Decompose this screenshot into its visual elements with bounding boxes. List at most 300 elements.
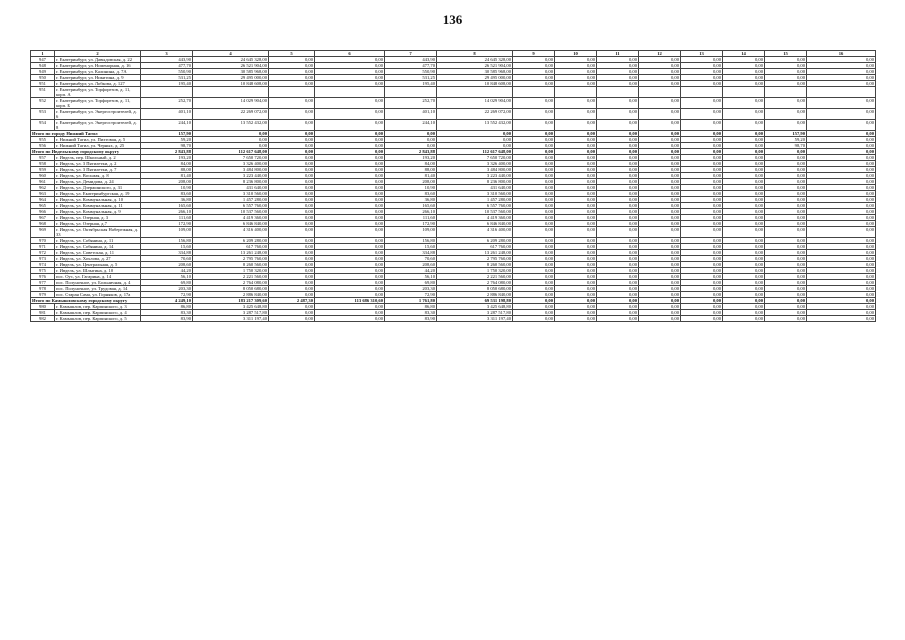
table-cell: 203,30 bbox=[385, 286, 437, 292]
table-cell: 0,00 bbox=[555, 209, 597, 215]
table-cell: 0,00 bbox=[807, 304, 876, 310]
table-cell: 0,00 bbox=[513, 173, 555, 179]
table-cell: 0,00 bbox=[315, 149, 385, 155]
table-cell: 0,00 bbox=[555, 256, 597, 262]
table-cell: 0,00 bbox=[639, 109, 681, 120]
table-cell: 10 848 608,00 bbox=[193, 81, 269, 87]
table-cell: 0,00 bbox=[639, 98, 681, 109]
table-cell: 4 419 360,00 bbox=[193, 215, 269, 221]
table-cell: 172,90 bbox=[141, 221, 193, 227]
table-cell: 0,00 bbox=[765, 268, 807, 274]
row-number: 947 bbox=[31, 57, 55, 63]
table-cell: 0,00 bbox=[639, 161, 681, 167]
table-cell: 0,00 bbox=[555, 137, 597, 143]
table-cell: 0,00 bbox=[555, 316, 597, 322]
table-cell bbox=[639, 87, 681, 98]
table-cell: 0,00 bbox=[639, 227, 681, 238]
table-cell: 44,20 bbox=[141, 268, 193, 274]
table-cell: 0,00 bbox=[555, 69, 597, 75]
table-cell: 0,00 bbox=[723, 238, 765, 244]
table-cell: 0,00 bbox=[765, 75, 807, 81]
table-cell: 0,00 bbox=[723, 69, 765, 75]
address-cell: г. Ивдель, ул. Демидова, д. 24 bbox=[55, 179, 141, 185]
table-cell: 0,00 bbox=[807, 256, 876, 262]
table-cell: 0,00 bbox=[597, 75, 639, 81]
table-cell: 0,00 bbox=[269, 167, 315, 173]
table-cell: 431 640,00 bbox=[193, 185, 269, 191]
table-cell: 0,00 bbox=[193, 143, 269, 149]
table-cell: 1 761,80 bbox=[385, 298, 437, 304]
table-cell: 0,00 bbox=[315, 75, 385, 81]
table-cell: 0,00 bbox=[639, 167, 681, 173]
table-cell: 3 326 400,00 bbox=[193, 161, 269, 167]
table-cell: 0,00 bbox=[269, 143, 315, 149]
table-cell: 0,00 bbox=[681, 161, 723, 167]
table-cell: 13 261 248,00 bbox=[193, 250, 269, 256]
table-cell: 2 843,88 bbox=[385, 149, 437, 155]
table-cell: 111,60 bbox=[141, 215, 193, 221]
column-number: 16 bbox=[807, 51, 876, 57]
table-cell: 0,00 bbox=[597, 268, 639, 274]
row-number: 956 bbox=[31, 143, 55, 149]
address-cell: г. Камышлов, пер. Карпинского, д. 5 bbox=[55, 316, 141, 322]
table-cell: 0,00 bbox=[597, 280, 639, 286]
table-cell: 0,00 bbox=[807, 197, 876, 203]
table-cell: 0,00 bbox=[681, 197, 723, 203]
table-cell: 617 760,00 bbox=[437, 244, 513, 250]
table-cell: 83,30 bbox=[141, 310, 193, 316]
table-cell: 0,00 bbox=[807, 173, 876, 179]
address-cell: г. Ивдель, ул. Шлыгина, д. 10 bbox=[55, 268, 141, 274]
subtotal-label: Итого по Ивдельскому городскому округу bbox=[31, 149, 141, 155]
table-cell: 0,00 bbox=[597, 149, 639, 155]
table-cell: 0,00 bbox=[513, 137, 555, 143]
table-cell: 2 795 760,00 bbox=[437, 256, 513, 262]
table-cell: 0,00 bbox=[723, 298, 765, 304]
table-cell: 0,00 bbox=[765, 215, 807, 221]
address-cell: г. Ивдель, ул. Коммунальная, д. 10 bbox=[55, 197, 141, 203]
table-cell: 0,00 bbox=[807, 316, 876, 322]
table-cell: 8 260 560,00 bbox=[193, 262, 269, 268]
table-cell: 0,00 bbox=[807, 179, 876, 185]
table-cell: 0,00 bbox=[597, 131, 639, 137]
row-number: 962 bbox=[31, 185, 55, 191]
table-cell: 0,00 bbox=[513, 227, 555, 238]
table-cell: 0,00 bbox=[315, 167, 385, 173]
table-cell: 84,00 bbox=[385, 161, 437, 167]
table-cell: 0,00 bbox=[765, 173, 807, 179]
table-cell: 0,00 bbox=[681, 131, 723, 137]
table-cell: 0,00 bbox=[765, 185, 807, 191]
table-cell: 0,00 bbox=[639, 316, 681, 322]
column-number: 10 bbox=[555, 51, 597, 57]
table-cell: 0,00 bbox=[385, 137, 437, 143]
address-cell: г. Ивдель, ул. Озерная, д.7 bbox=[55, 221, 141, 227]
table-cell: 0,00 bbox=[269, 221, 315, 227]
table-cell: 0,00 bbox=[597, 57, 639, 63]
table-cell: 0,00 bbox=[639, 215, 681, 221]
table-cell: 0,00 bbox=[681, 143, 723, 149]
table-cell: 0,00 bbox=[639, 185, 681, 191]
table-cell: 1 457 280,00 bbox=[437, 197, 513, 203]
row-number: 950 bbox=[31, 75, 55, 81]
table-cell: 0,00 bbox=[513, 215, 555, 221]
table-cell: 0,00 bbox=[597, 197, 639, 203]
table-cell: 0,00 bbox=[315, 98, 385, 109]
table-cell: 0,00 bbox=[639, 209, 681, 215]
table-cell: 0,00 bbox=[639, 69, 681, 75]
table-cell: 0,00 bbox=[315, 155, 385, 161]
table-cell: 0,00 bbox=[681, 98, 723, 109]
table-cell: 0,00 bbox=[555, 143, 597, 149]
table-cell: 0,00 bbox=[315, 292, 385, 298]
table-cell: 0,00 bbox=[723, 262, 765, 268]
table-cell: 56,10 bbox=[385, 274, 437, 280]
table-cell: 0,00 bbox=[807, 274, 876, 280]
table-cell: 6 557 760,00 bbox=[437, 203, 513, 209]
table-cell: 2 487,30 bbox=[269, 298, 315, 304]
table-cell: 22 269 072,00 bbox=[437, 109, 513, 120]
table-cell: 0,00 bbox=[807, 57, 876, 63]
row-number: 971 bbox=[31, 244, 55, 250]
table-cell: 0,00 bbox=[681, 215, 723, 221]
row-number: 965 bbox=[31, 203, 55, 209]
table-cell: 13 552 432,00 bbox=[193, 120, 269, 131]
table-cell: 0,00 bbox=[555, 173, 597, 179]
table-cell: 0,00 bbox=[269, 149, 315, 155]
table-cell: 0,00 bbox=[639, 120, 681, 131]
table-cell: 0,00 bbox=[555, 227, 597, 238]
table-cell: 0,00 bbox=[807, 280, 876, 286]
table-cell: 0,00 bbox=[513, 316, 555, 322]
table-cell: 0,00 bbox=[681, 256, 723, 262]
table-cell: 0,00 bbox=[269, 155, 315, 161]
table-cell: 0,00 bbox=[639, 238, 681, 244]
table-cell: 6 846 840,00 bbox=[193, 221, 269, 227]
table-cell: 0,00 bbox=[807, 137, 876, 143]
table-cell: 0,00 bbox=[765, 120, 807, 131]
table-cell: 334,88 bbox=[141, 250, 193, 256]
table-cell: 0,00 bbox=[269, 262, 315, 268]
table-cell: 0,00 bbox=[639, 75, 681, 81]
table-cell: 0,00 bbox=[315, 238, 385, 244]
table-cell: 0,00 bbox=[315, 179, 385, 185]
table-cell: 0,00 bbox=[269, 274, 315, 280]
row-number: 972 bbox=[31, 250, 55, 256]
table-cell: 0,00 bbox=[681, 262, 723, 268]
table-cell: 0,00 bbox=[597, 109, 639, 120]
table-cell: 24 645 328,00 bbox=[193, 57, 269, 63]
row-number: 981 bbox=[31, 310, 55, 316]
table-cell: 0,00 bbox=[269, 98, 315, 109]
table-cell: 0,00 bbox=[597, 98, 639, 109]
address-cell: г. Ивдель, пер. Школьный, д. 2 bbox=[55, 155, 141, 161]
table-cell: 0,00 bbox=[513, 197, 555, 203]
table-cell: 10 537 560,00 bbox=[437, 209, 513, 215]
table-cell: 0,00 bbox=[555, 63, 597, 69]
table-cell: 0,00 bbox=[513, 57, 555, 63]
table-cell: 0,00 bbox=[597, 238, 639, 244]
table-cell: 0,00 bbox=[723, 227, 765, 238]
column-number: 11 bbox=[597, 51, 639, 57]
table-cell: 0,00 bbox=[597, 191, 639, 197]
table-cell: 112 617 648,00 bbox=[193, 149, 269, 155]
table-cell: 0,00 bbox=[555, 167, 597, 173]
table-cell: 0,00 bbox=[597, 304, 639, 310]
table-cell: 0,00 bbox=[269, 191, 315, 197]
table-cell: 81,40 bbox=[385, 173, 437, 179]
table-cell: 0,00 bbox=[555, 274, 597, 280]
table-cell: 0,00 bbox=[639, 179, 681, 185]
table-cell: 98,70 bbox=[141, 143, 193, 149]
table-cell: 0,00 bbox=[269, 57, 315, 63]
table-cell: 0,00 bbox=[723, 250, 765, 256]
table-cell: 0,00 bbox=[723, 197, 765, 203]
table-cell: 0,00 bbox=[681, 238, 723, 244]
table-cell: 0,00 bbox=[555, 179, 597, 185]
table-cell: 0,00 bbox=[597, 274, 639, 280]
table-cell: 15,60 bbox=[141, 244, 193, 250]
table-cell: 0,00 bbox=[723, 203, 765, 209]
table-cell: 0,00 bbox=[639, 131, 681, 137]
table-cell: 0,00 bbox=[639, 244, 681, 250]
table-cell: 0,00 bbox=[681, 316, 723, 322]
table-cell: 0,00 bbox=[807, 215, 876, 221]
table-cell: 0,00 bbox=[597, 221, 639, 227]
table-cell: 0,00 bbox=[513, 161, 555, 167]
table-cell: 0,00 bbox=[555, 131, 597, 137]
table-cell: 0,00 bbox=[639, 221, 681, 227]
table-cell: 0,00 bbox=[765, 161, 807, 167]
table-cell: 8 050 680,00 bbox=[437, 286, 513, 292]
table-cell: 0,00 bbox=[597, 286, 639, 292]
table-cell: 0,00 bbox=[681, 179, 723, 185]
table-cell: 0,00 bbox=[315, 304, 385, 310]
table-cell: 0,00 bbox=[315, 63, 385, 69]
table-cell: 0,00 bbox=[513, 292, 555, 298]
table-cell: 0,00 bbox=[555, 203, 597, 209]
table-cell: 0,00 bbox=[555, 81, 597, 87]
table-cell: 157,90 bbox=[141, 131, 193, 137]
table-cell: 0,00 bbox=[555, 120, 597, 131]
address-cell: г. Ивдель, ул. Коммунальная, д. 11 bbox=[55, 203, 141, 209]
table-cell: 0,00 bbox=[807, 286, 876, 292]
table-cell: 617 760,00 bbox=[193, 244, 269, 250]
table-cell: 0,00 bbox=[681, 120, 723, 131]
table-cell: 0,00 bbox=[681, 292, 723, 298]
row-number: 978 bbox=[31, 286, 55, 292]
table-cell: 3 310 560,00 bbox=[193, 191, 269, 197]
table-cell: 208,60 bbox=[385, 262, 437, 268]
table-cell: 2 764 080,00 bbox=[193, 280, 269, 286]
table-cell: 0,00 bbox=[765, 179, 807, 185]
table-cell: 0,00 bbox=[513, 120, 555, 131]
address-cell: пос. Старая Сама, ул. Горняков, д. 17а bbox=[55, 292, 141, 298]
row-number: 982 bbox=[31, 316, 55, 322]
table-cell: 72,90 bbox=[385, 292, 437, 298]
table-cell: 0,00 bbox=[765, 69, 807, 75]
table-cell: 443,90 bbox=[141, 57, 193, 63]
table-cell bbox=[437, 87, 513, 98]
row-number: 948 bbox=[31, 63, 55, 69]
table-cell: 0,00 bbox=[807, 149, 876, 155]
table-cell: 0,00 bbox=[597, 316, 639, 322]
table-cell: 0,00 bbox=[723, 137, 765, 143]
table-cell: 0,00 bbox=[555, 310, 597, 316]
table-cell: 0,00 bbox=[513, 250, 555, 256]
table-cell: 0,00 bbox=[269, 179, 315, 185]
table-cell: 0,00 bbox=[513, 274, 555, 280]
table-cell: 98,70 bbox=[765, 143, 807, 149]
address-cell: г. Ивдель, ул. Восьмая, д. 8 bbox=[55, 173, 141, 179]
table-cell: 0,00 bbox=[385, 143, 437, 149]
table-cell: 112 617 648,00 bbox=[437, 149, 513, 155]
table-cell: 0,00 bbox=[639, 81, 681, 87]
table-cell: 3 484 800,00 bbox=[193, 167, 269, 173]
row-number: 979 bbox=[31, 292, 55, 298]
address-cell: г. Екатеринбург, ул. Калинина, д. 7А bbox=[55, 69, 141, 75]
table-cell: 0,00 bbox=[597, 298, 639, 304]
table-cell: 0,00 bbox=[269, 286, 315, 292]
table-cell: 0,00 bbox=[315, 203, 385, 209]
table-cell: 0,00 bbox=[513, 238, 555, 244]
table-cell: 0,00 bbox=[555, 298, 597, 304]
table-cell: 0,00 bbox=[555, 109, 597, 120]
table-cell: 0,00 bbox=[513, 209, 555, 215]
table-cell: 0,00 bbox=[723, 131, 765, 137]
table-cell: 0,00 bbox=[723, 215, 765, 221]
table-row bbox=[31, 109, 876, 120]
row-number: 969 bbox=[31, 227, 55, 238]
column-number: 14 bbox=[723, 51, 765, 57]
table-cell bbox=[141, 87, 193, 98]
table-cell: 0,00 bbox=[681, 191, 723, 197]
table-cell: 0,00 bbox=[269, 292, 315, 298]
address-cell: г. Екатеринбург, ул. Торфорезов, д. 11, корп. Б bbox=[55, 98, 141, 109]
table-cell: 0,00 bbox=[269, 81, 315, 87]
table-cell: 4 316 400,00 bbox=[193, 227, 269, 238]
table-cell: 157,90 bbox=[765, 131, 807, 137]
table-cell: 0,00 bbox=[555, 155, 597, 161]
table-cell: 0,00 bbox=[269, 227, 315, 238]
table-cell: 4 249,10 bbox=[141, 298, 193, 304]
table-cell: 0,00 bbox=[315, 81, 385, 87]
address-cell: г. Екатеринбург, ул. Лобкова, д. 127 bbox=[55, 81, 141, 87]
table-cell: 2 221 560,00 bbox=[437, 274, 513, 280]
table-cell: 7 650 720,00 bbox=[193, 155, 269, 161]
table-cell: 0,00 bbox=[513, 81, 555, 87]
table-cell: 0,00 bbox=[269, 304, 315, 310]
table-cell: 13 261 248,00 bbox=[437, 250, 513, 256]
table-cell: 0,00 bbox=[681, 268, 723, 274]
table-cell: 70,60 bbox=[385, 256, 437, 262]
table-cell: 477,70 bbox=[385, 63, 437, 69]
table-cell: 0,00 bbox=[513, 280, 555, 286]
table-cell: 0,00 bbox=[315, 143, 385, 149]
table-cell: 244,10 bbox=[141, 120, 193, 131]
row-number: 959 bbox=[31, 167, 55, 173]
table-cell: 3 326 400,00 bbox=[437, 161, 513, 167]
table-cell: 0,00 bbox=[315, 120, 385, 131]
table-cell: 0,00 bbox=[807, 221, 876, 227]
table-cell: 10,90 bbox=[385, 185, 437, 191]
table-cell: 550,90 bbox=[385, 69, 437, 75]
table-cell: 244,10 bbox=[385, 120, 437, 131]
table-cell: 8 236 800,00 bbox=[193, 179, 269, 185]
row-number: 967 bbox=[31, 215, 55, 221]
table-cell: 0,00 bbox=[681, 137, 723, 143]
table-cell: 195,40 bbox=[385, 81, 437, 87]
table-cell: 401,10 bbox=[385, 109, 437, 120]
row-number: 963 bbox=[31, 191, 55, 197]
row-number: 961 bbox=[31, 179, 55, 185]
table-cell: 172,90 bbox=[385, 221, 437, 227]
address-cell: пос. Оус, ул. Гагарина, д. 14 bbox=[55, 274, 141, 280]
table-cell: 0,00 bbox=[765, 57, 807, 63]
table-cell: 550,90 bbox=[141, 69, 193, 75]
table-cell: 0,00 bbox=[807, 155, 876, 161]
address-cell: г. Ивдель, ул. Собянина, д. 11 bbox=[55, 238, 141, 244]
table-cell: 0,00 bbox=[639, 250, 681, 256]
table-cell: 0,00 bbox=[513, 191, 555, 197]
table-cell: 0,00 bbox=[597, 256, 639, 262]
table-cell: 0,00 bbox=[807, 131, 876, 137]
table-cell: 0,00 bbox=[723, 155, 765, 161]
table-cell: 0,00 bbox=[765, 274, 807, 280]
table-cell: 0,00 bbox=[765, 209, 807, 215]
table-cell: 0,00 bbox=[269, 203, 315, 209]
address-cell: г. Екатеринбург, ул. Никитина, д. 9 bbox=[55, 75, 141, 81]
table-cell: 0,00 bbox=[639, 286, 681, 292]
table-cell: 83,60 bbox=[385, 191, 437, 197]
table-cell: 56,10 bbox=[141, 274, 193, 280]
row-number: 960 bbox=[31, 173, 55, 179]
table-cell: 0,00 bbox=[807, 143, 876, 149]
table-cell: 0,00 bbox=[315, 185, 385, 191]
table-cell: 0,00 bbox=[723, 221, 765, 227]
table-cell: 0,00 bbox=[597, 63, 639, 69]
table-cell: 22 269 072,00 bbox=[193, 109, 269, 120]
table-cell: 0,00 bbox=[513, 63, 555, 69]
table-cell: 3 223 440,00 bbox=[437, 173, 513, 179]
table-cell: 0,00 bbox=[513, 221, 555, 227]
table-cell: 0,00 bbox=[639, 262, 681, 268]
row-number: 957 bbox=[31, 155, 55, 161]
address-cell: пос. Полуночное, ул. Трудовая, д. 14 bbox=[55, 286, 141, 292]
table-cell: 0,00 bbox=[807, 191, 876, 197]
table-cell: 431 640,00 bbox=[437, 185, 513, 191]
table-cell: 0,00 bbox=[269, 161, 315, 167]
table-cell: 0,00 bbox=[513, 155, 555, 161]
table-cell: 0,00 bbox=[513, 244, 555, 250]
table-cell: 0,00 bbox=[681, 63, 723, 69]
subtotal-label: Итого по Камышловскому городскому округу bbox=[31, 298, 141, 304]
table-cell: 1 750 320,00 bbox=[437, 268, 513, 274]
table-cell: 208,00 bbox=[141, 179, 193, 185]
table-cell: 0,00 bbox=[765, 155, 807, 161]
address-cell: г. Ивдель, ул. Собянина, д. 14 bbox=[55, 244, 141, 250]
table-cell: 0,00 bbox=[681, 203, 723, 209]
table-cell: 0,00 bbox=[807, 310, 876, 316]
table-cell: 193,20 bbox=[385, 155, 437, 161]
table-cell: 208,60 bbox=[141, 262, 193, 268]
table-cell: 0,00 bbox=[681, 69, 723, 75]
table-cell: 44,20 bbox=[385, 268, 437, 274]
table-cell: 0,00 bbox=[269, 238, 315, 244]
address-cell: пос. Полуночное, ул. Больничная, д. 4 bbox=[55, 280, 141, 286]
table-cell: 0,00 bbox=[807, 185, 876, 191]
table-cell: 0,00 bbox=[807, 238, 876, 244]
